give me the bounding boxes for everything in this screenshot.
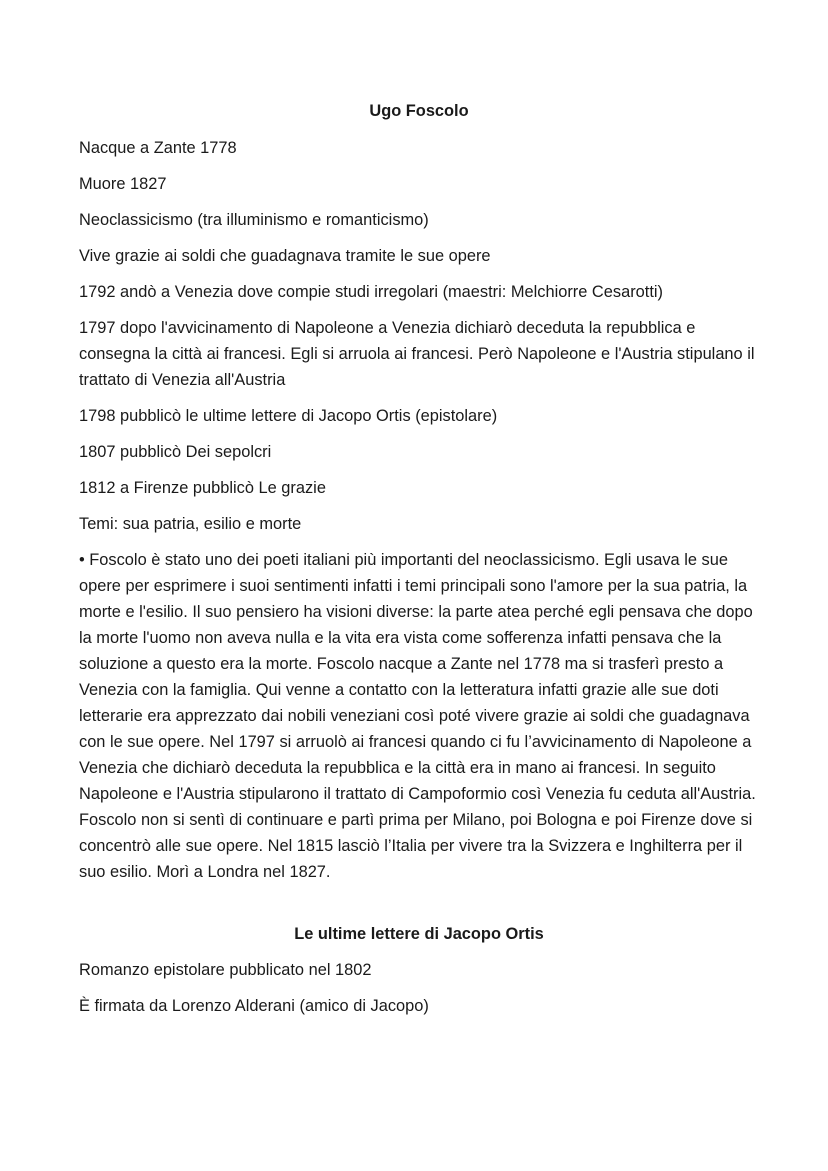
- fact-1798: 1798 pubblicò le ultime lettere di Jacopo Ortis (epistolare): [79, 407, 498, 425]
- fact-movement: Neoclassicismo (tra illuminismo e romanticismo): [79, 211, 429, 229]
- fact-1812: 1812 a Firenze pubblicò Le grazie: [79, 479, 326, 497]
- fact-1797: 1797 dopo l'avvicinamento di Napoleone a Venezia dichiarò deceduta la repubblica e consegna la città ai francesi. Egli si arruola ai francesi. Però Napoleone e l'Austria stipulano il trattato di Venezia all'Austria: [79, 319, 755, 389]
- page-title: Ugo Foscolo: [369, 102, 469, 120]
- summary-paragraph: • Foscolo è stato uno dei poeti italiani più importanti del neoclassicismo. Egli usava le sue opere per esprimere i suoi sentimenti infatti i temi principali sono l'amore per la sua patria, la morte e l'esilio. Il suo pensiero ha visioni diverse: la parte atea perché egli pensava che dopo la morte l'uomo non aveva nulla e la vita era vista come sofferenza infatti pensava che la soluzione a questo era la morte. Foscolo nacque a Zante nel 1778 ma si trasferì presto a Venezia con la famiglia. Qui venne a contatto con la letteratura infatti grazie alle sue doti letterarie era apprezzato dai nobili veneziani così poté vivere grazie ai soldi che guadagnava con le sue opere. Nel 1797 si arruolò ai francesi quando ci fu l’avvicinamento di Napoleone a Venezia che dichiarò deceduta la repubblica e la città era in mano ai francesi. In seguito Napoleone e l'Austria stipularono il trattato di Campoformio così Venezia fu ceduta all'Austria. Foscolo non si sentì di continuare e partì prima per Milano, poi Bologna e poi Firenze dove si concentrò alle sue opere. Nel 1815 lasciò l’Italia per vivere tra la Svizzera e Inghilterra per il suo esilio. Morì a Londra nel 1827.: [79, 551, 756, 881]
- fact-birth: Nacque a Zante 1778: [79, 139, 237, 157]
- fact-death: Muore 1827: [79, 175, 167, 193]
- fact-themes: Temi: sua patria, esilio e morte: [79, 515, 302, 533]
- section-line-signed: È firmata da Lorenzo Alderani (amico di Jacopo): [79, 997, 429, 1015]
- fact-1792: 1792 andò a Venezia dove compie studi irregolari (maestri: Melchiorre Cesarotti): [79, 283, 663, 301]
- section-line-published: Romanzo epistolare pubblicato nel 1802: [79, 961, 372, 979]
- fact-1807: 1807 pubblicò Dei sepolcri: [79, 443, 272, 461]
- section-title: Le ultime lettere di Jacopo Ortis: [294, 925, 544, 943]
- fact-income: Vive grazie ai soldi che guadagnava tramite le sue opere: [79, 247, 491, 265]
- document-page: [79, 98, 759, 1029]
